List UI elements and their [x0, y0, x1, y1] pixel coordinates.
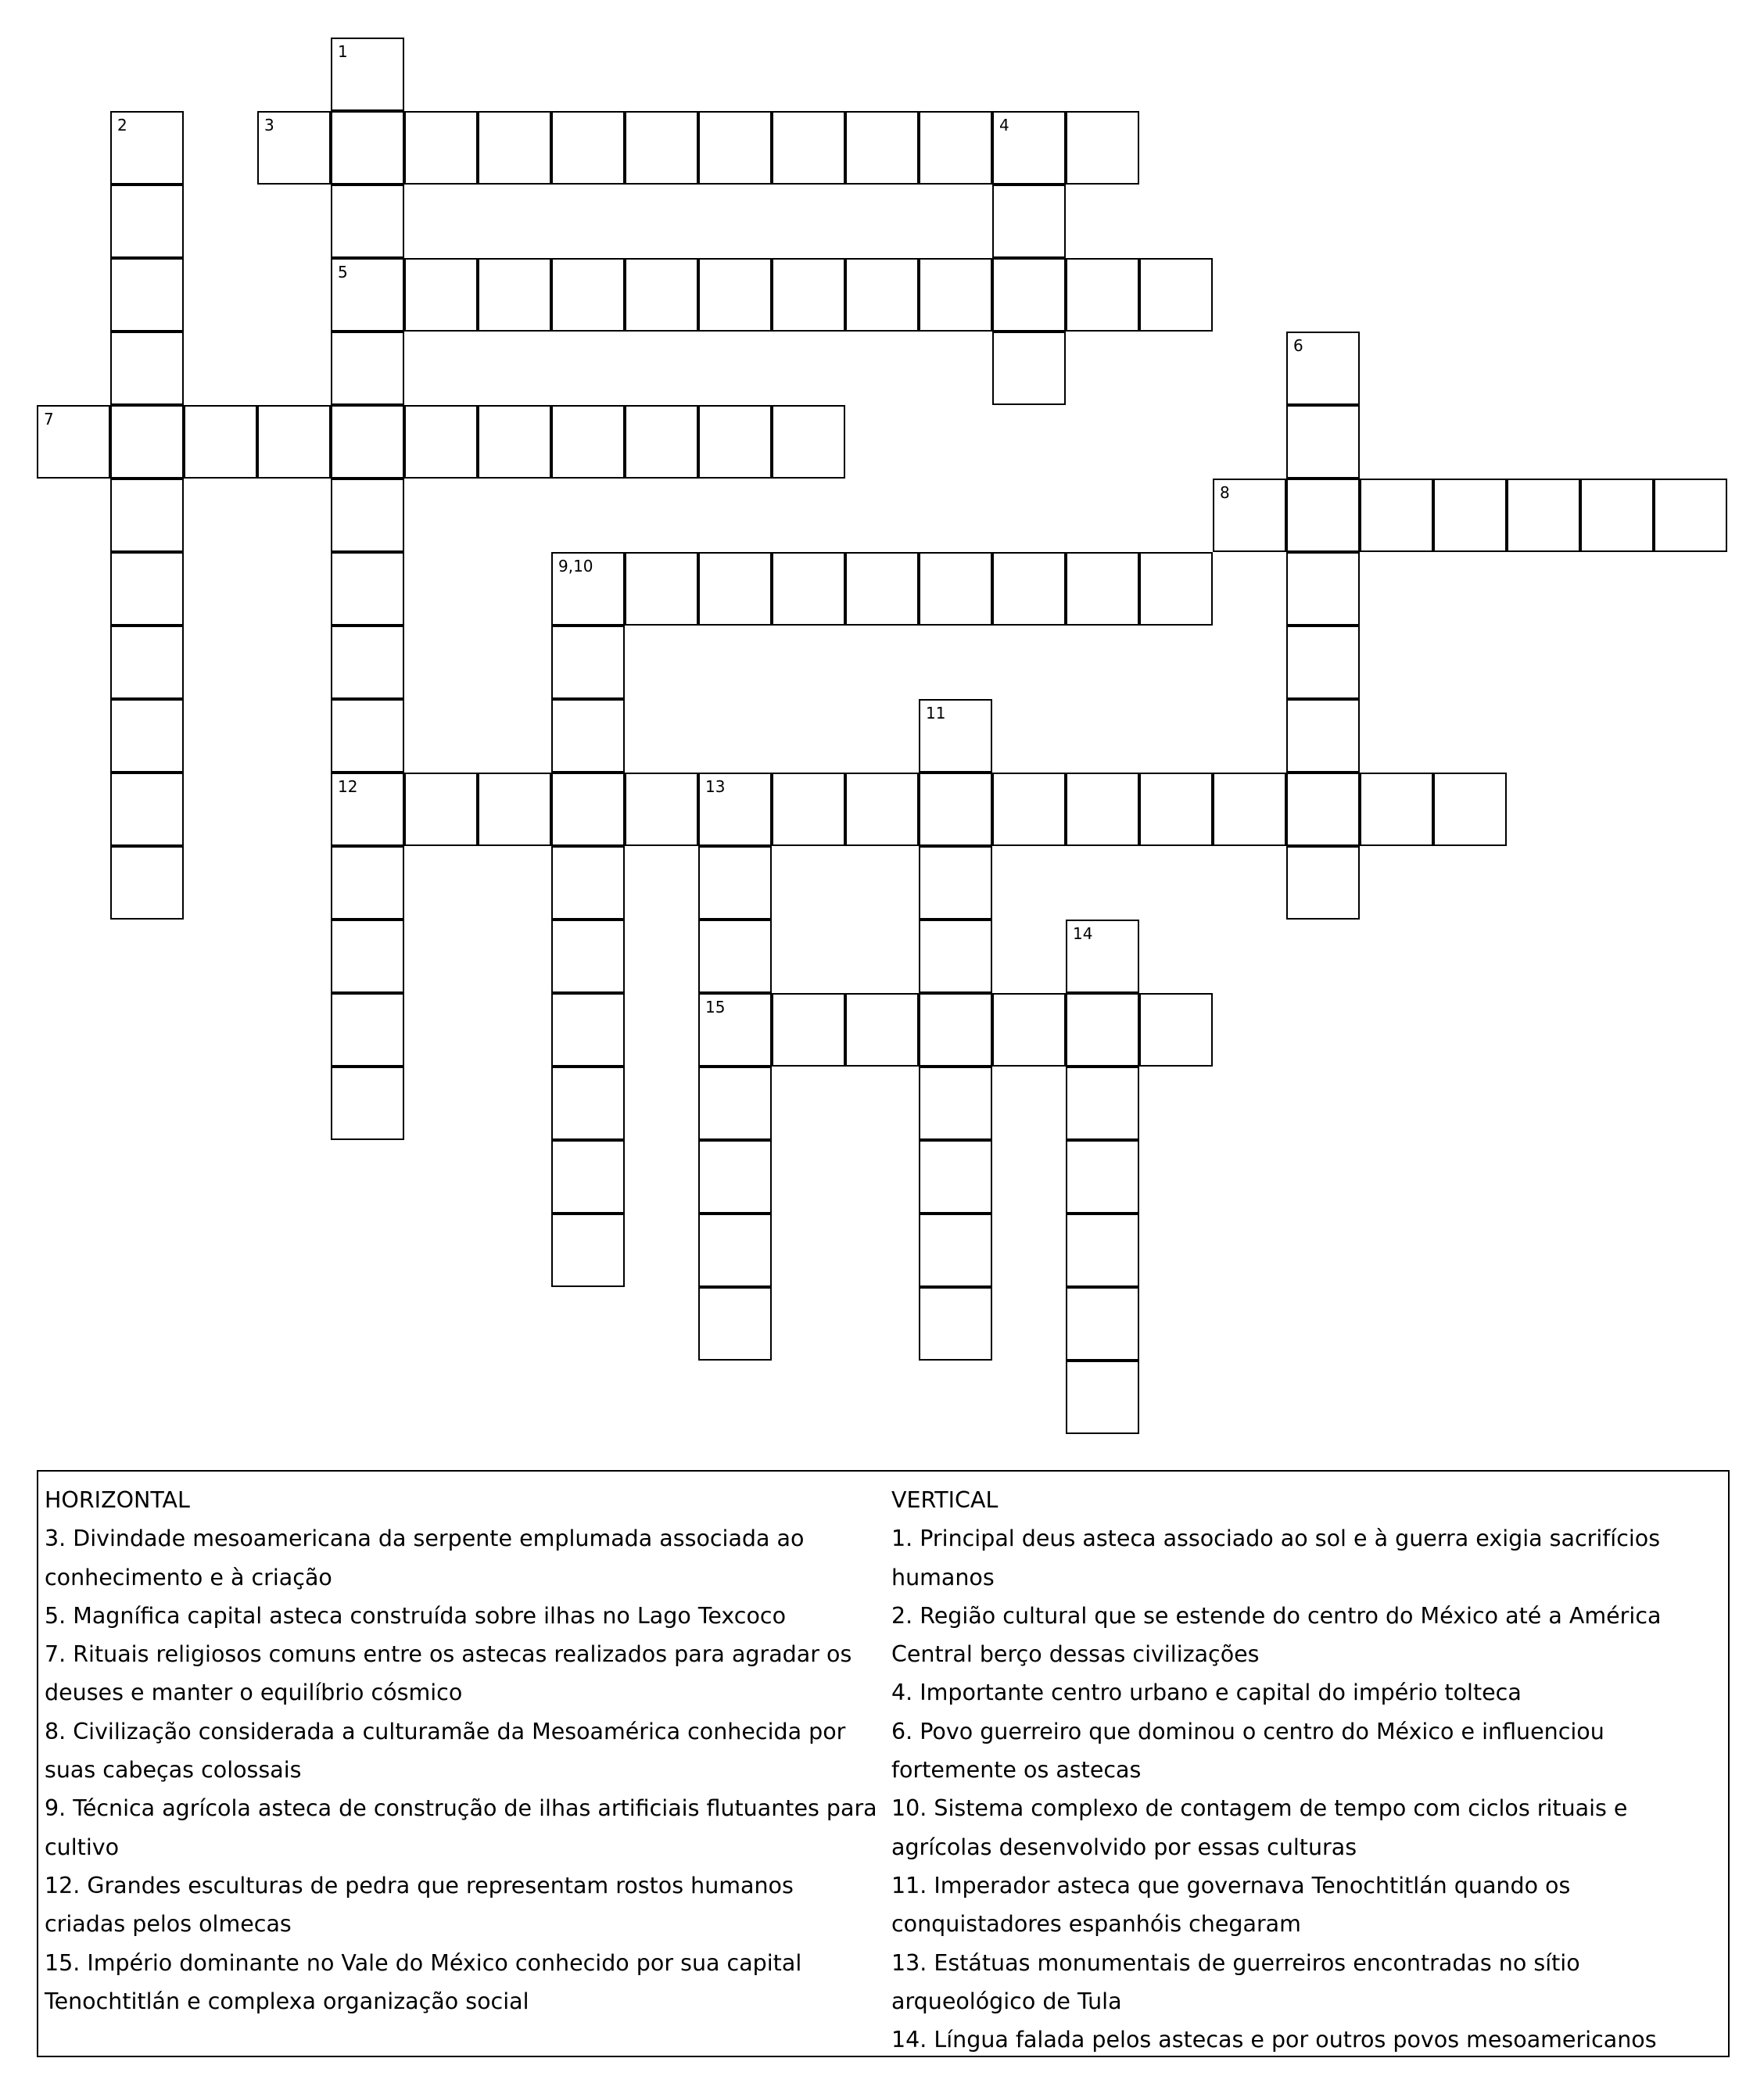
clue-v-13: 13. Estátuas monumentais de guerreiros encontradas no sítio arqueológico de Tula: [891, 1949, 1580, 2014]
grid-cell[interactable]: [1360, 479, 1433, 552]
grid-cell[interactable]: [331, 773, 404, 846]
grid-cell[interactable]: [992, 111, 1066, 185]
clue-number: 1: [338, 42, 348, 61]
grid-cell[interactable]: [992, 332, 1066, 405]
grid-cell[interactable]: [1286, 626, 1360, 699]
clue-v-2: 2. Região cultural que se estende do centro do México até a América Central berço dessas civilizações: [891, 1602, 1662, 1668]
grid-cell[interactable]: [331, 846, 404, 920]
grid-cell[interactable]: [698, 993, 772, 1067]
grid-cell[interactable]: [698, 846, 772, 920]
grid-cell[interactable]: [1066, 552, 1139, 626]
grid-cell[interactable]: [919, 258, 992, 332]
clue-h-5: 5. Magnífica capital asteca construída sobre ilhas no Lago Texcoco: [45, 1602, 787, 1629]
grid-cell[interactable]: [257, 405, 331, 479]
grid-cell[interactable]: [110, 479, 184, 552]
grid-cell[interactable]: [551, 258, 625, 332]
grid-cell[interactable]: [404, 258, 478, 332]
grid-cell[interactable]: [919, 552, 992, 626]
grid-cell[interactable]: [625, 773, 698, 846]
grid-cell[interactable]: [1066, 1067, 1139, 1140]
grid-cell[interactable]: [110, 258, 184, 332]
grid-cell[interactable]: [551, 405, 625, 479]
grid-cell[interactable]: [845, 258, 919, 332]
grid-cell[interactable]: [551, 1067, 625, 1140]
grid-cell[interactable]: [110, 846, 184, 920]
grid-cell[interactable]: [992, 993, 1066, 1067]
grid-cell[interactable]: [919, 1214, 992, 1287]
grid-cell[interactable]: [1066, 993, 1139, 1067]
grid-cell[interactable]: [919, 1140, 992, 1214]
clue-number: 9,10: [558, 557, 593, 575]
grid-cell[interactable]: [551, 552, 625, 626]
grid-cell[interactable]: [1066, 111, 1139, 185]
grid-cell[interactable]: [478, 111, 551, 185]
grid-cell[interactable]: [1286, 332, 1360, 405]
grid-cell[interactable]: [331, 993, 404, 1067]
grid-cell[interactable]: [772, 258, 845, 332]
grid-cell[interactable]: [257, 111, 331, 185]
grid-cell[interactable]: [845, 552, 919, 626]
grid-cell[interactable]: [625, 552, 698, 626]
grid-cell[interactable]: [184, 405, 257, 479]
grid-cell[interactable]: [1066, 258, 1139, 332]
grid-cell[interactable]: [331, 1067, 404, 1140]
grid-cell[interactable]: [110, 552, 184, 626]
clue-number: 3: [264, 116, 274, 134]
grid-cell[interactable]: [551, 111, 625, 185]
grid-cell[interactable]: [772, 405, 845, 479]
grid-cell[interactable]: [404, 111, 478, 185]
grid-cell[interactable]: [992, 185, 1066, 258]
clues-box: [37, 1470, 1730, 2057]
grid-cell[interactable]: [331, 185, 404, 258]
grid-cell[interactable]: [37, 405, 110, 479]
grid-cell[interactable]: [331, 38, 404, 111]
grid-cell[interactable]: [331, 258, 404, 332]
clue-number: 6: [1293, 336, 1303, 355]
clue-number: 5: [338, 263, 348, 281]
grid-cell[interactable]: [1066, 1140, 1139, 1214]
grid-cell[interactable]: [919, 773, 992, 846]
grid-cell[interactable]: [331, 920, 404, 993]
grid-cell[interactable]: [698, 111, 772, 185]
grid-cell[interactable]: [772, 111, 845, 185]
grid-cell[interactable]: [110, 773, 184, 846]
grid-cell[interactable]: [404, 405, 478, 479]
grid-cell[interactable]: [110, 699, 184, 773]
clue-h-3: 3. Divindade mesoamericana da serpente emplumada associada ao conhecimento e à criação: [45, 1526, 805, 1590]
grid-cell[interactable]: [625, 111, 698, 185]
grid-cell[interactable]: [331, 552, 404, 626]
clue-number: 14: [1073, 924, 1093, 943]
horizontal-clues: [45, 1481, 877, 2020]
grid-cell[interactable]: [1066, 773, 1139, 846]
clue-h-7: 7. Rituais religiosos comuns entre os astecas realizados para agradar os deuses e manter o equilíbrio cósmico: [45, 1641, 852, 1706]
grid-cell[interactable]: [625, 258, 698, 332]
clue-h-12: 12. Grandes esculturas de pedra que representam rostos humanos criadas pelos olmecas: [45, 1872, 794, 1938]
grid-cell[interactable]: [992, 552, 1066, 626]
grid-cell[interactable]: [110, 332, 184, 405]
grid-cell[interactable]: [331, 699, 404, 773]
clue-number: 11: [926, 704, 946, 723]
grid-cell[interactable]: [1066, 1214, 1139, 1287]
clue-number: 7: [44, 410, 54, 428]
clue-number: 8: [1220, 483, 1230, 502]
grid-cell[interactable]: [845, 111, 919, 185]
grid-cell[interactable]: [331, 405, 404, 479]
grid-cell[interactable]: [698, 258, 772, 332]
clue-number: 12: [338, 777, 358, 796]
grid-cell[interactable]: [551, 993, 625, 1067]
grid-cell[interactable]: [1066, 1361, 1139, 1434]
grid-cell[interactable]: [992, 258, 1066, 332]
clue-v-14: 14. Língua falada pelos astecas e por outros povos mesoamericanos: [891, 2027, 1657, 2053]
grid-cell[interactable]: [1139, 773, 1213, 846]
grid-cell[interactable]: [1286, 479, 1360, 552]
grid-cell[interactable]: [331, 626, 404, 699]
clue-number: 2: [117, 116, 127, 134]
grid-cell[interactable]: [331, 479, 404, 552]
grid-cell[interactable]: [1139, 258, 1213, 332]
clue-h-15: 15. Império dominante no Vale do México conhecido por sua capital Tenochtitlán e complexa organização social: [45, 1949, 802, 2014]
grid-cell[interactable]: [1139, 552, 1213, 626]
grid-cell[interactable]: [845, 993, 919, 1067]
grid-cell[interactable]: [1286, 552, 1360, 626]
grid-cell[interactable]: [110, 626, 184, 699]
grid-cell[interactable]: [919, 111, 992, 185]
grid-cell[interactable]: [772, 773, 845, 846]
grid-cell[interactable]: [331, 111, 404, 185]
clue-v-10: 10. Sistema complexo de contagem de tempo com ciclos rituais e agrícolas desenvolvido por essas culturas: [891, 1795, 1628, 1860]
grid-cell[interactable]: [845, 773, 919, 846]
grid-cell[interactable]: [698, 1140, 772, 1214]
grid-cell[interactable]: [110, 405, 184, 479]
grid-cell[interactable]: [551, 699, 625, 773]
grid-cell[interactable]: [551, 626, 625, 699]
grid-cell[interactable]: [110, 185, 184, 258]
grid-cell[interactable]: [698, 1287, 772, 1361]
grid-cell[interactable]: [1580, 479, 1654, 552]
grid-cell[interactable]: [1139, 993, 1213, 1067]
grid-cell[interactable]: [551, 846, 625, 920]
grid-cell[interactable]: [772, 993, 845, 1067]
grid-cell[interactable]: [1066, 920, 1139, 993]
grid-cell[interactable]: [1213, 479, 1286, 552]
grid-cell[interactable]: [404, 773, 478, 846]
grid-cell[interactable]: [110, 111, 184, 185]
grid-cell[interactable]: [919, 699, 992, 773]
grid-cell[interactable]: [919, 1067, 992, 1140]
grid-cell[interactable]: [551, 773, 625, 846]
grid-cell[interactable]: [698, 405, 772, 479]
grid-cell[interactable]: [551, 920, 625, 993]
grid-cell[interactable]: [919, 993, 992, 1067]
clue-v-6: 6. Povo guerreiro que dominou o centro do México e influenciou fortemente os astecas: [891, 1718, 1604, 1784]
grid-cell[interactable]: [331, 332, 404, 405]
clue-number: 13: [705, 777, 726, 796]
grid-cell[interactable]: [1213, 773, 1286, 846]
grid-cell[interactable]: [1433, 479, 1507, 552]
clue-v-4: 4. Importante centro urbano e capital do império tolteca: [891, 1680, 1522, 1706]
grid-cell[interactable]: [1066, 1287, 1139, 1361]
grid-cell[interactable]: [625, 405, 698, 479]
clue-number: 4: [999, 116, 1009, 134]
grid-cell[interactable]: [1433, 773, 1507, 846]
grid-cell[interactable]: [1286, 773, 1360, 846]
grid-cell[interactable]: [698, 920, 772, 993]
grid-cell[interactable]: [772, 552, 845, 626]
grid-cell[interactable]: [551, 1140, 625, 1214]
grid-cell[interactable]: [919, 920, 992, 993]
grid-cell[interactable]: [551, 1214, 625, 1287]
grid-cell[interactable]: [478, 258, 551, 332]
grid-cell[interactable]: [698, 552, 772, 626]
clue-v-1: 1. Principal deus asteca associado ao sol e à guerra exigia sacrifícios humanos: [891, 1526, 1661, 1590]
grid-cell[interactable]: [1286, 846, 1360, 920]
grid-cell[interactable]: [919, 1287, 992, 1361]
clue-v-11: 11. Imperador asteca que governava Tenochtitlán quando os conquistadores espanhóis chegaram: [891, 1872, 1571, 1938]
grid-cell[interactable]: [1286, 699, 1360, 773]
grid-cell[interactable]: [478, 773, 551, 846]
grid-cell[interactable]: [1654, 479, 1727, 552]
vertical-title: VERTICAL: [891, 1487, 999, 1513]
clue-h-9: 9. Técnica agrícola asteca de construção de ilhas artificiais flutuantes para cultivo: [45, 1795, 877, 1860]
vertical-clues: [891, 1481, 1726, 2059]
grid-cell[interactable]: [698, 1067, 772, 1140]
grid-cell[interactable]: [919, 846, 992, 920]
horizontal-title: HORIZONTAL: [45, 1487, 190, 1513]
grid-cell[interactable]: [1286, 405, 1360, 479]
grid-cell[interactable]: [698, 1214, 772, 1287]
grid-cell[interactable]: [1507, 479, 1580, 552]
grid-cell[interactable]: [478, 405, 551, 479]
grid-cell[interactable]: [992, 773, 1066, 846]
grid-cell[interactable]: [1360, 773, 1433, 846]
clue-number: 15: [705, 998, 726, 1017]
grid-cell[interactable]: [698, 773, 772, 846]
clue-h-8: 8. Civilização considerada a culturamãe da Mesoamérica conhecida por suas cabeças colossais: [45, 1718, 846, 1784]
